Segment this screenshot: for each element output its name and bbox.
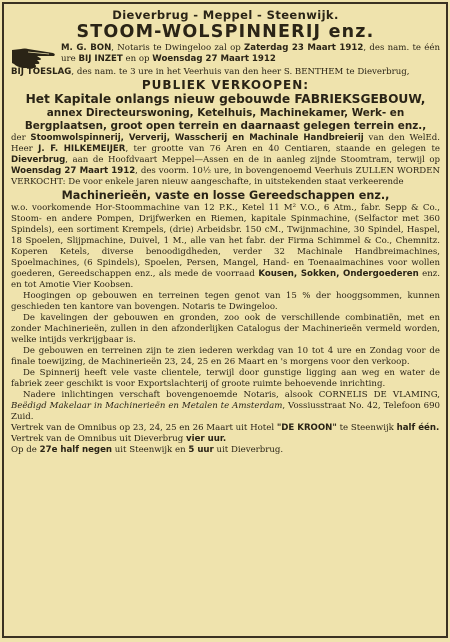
- notary-text: [61, 43, 440, 65]
- info-makelaar: Beëdigd Makelaar in Machinerieën en Metalen te Amsterdam: [11, 401, 283, 411]
- para1-t3: , ter grootte van 76 Aren en 40 Centiaren, staande en gelegen te: [125, 144, 440, 154]
- notary-inzet: BIJ INZET: [78, 54, 123, 64]
- info-t2: , Vossiusstraat No. 42, Telefoon 690 Zuid.: [11, 401, 440, 422]
- omnibus3-b2: 5 uur: [188, 445, 214, 455]
- annex-heading: annex Directeurswoning, Ketelhuis, Machinekamer, Werk- en Bergplaatsen, groot open terrein en daarnaast gelegen terrein enz.,: [24, 107, 427, 132]
- omnibus3-t3: uit Dieverbrug.: [213, 445, 284, 455]
- notary-t2: , des nam. te één ure: [61, 43, 440, 64]
- notary-t4: , des nam. te 3 ure in het Veerhuis van den heer S. BENTHEM te Dieverbrug,: [71, 67, 410, 77]
- notary-date2: Woensdag 27 Maart 1912: [152, 54, 276, 64]
- paragraph-bezichtiging: De gebouwen en terreinen zijn te zien iederen werkdag van 10 tot 4 ure en Zondag voor de finale toewijzing, de Machinerieën 23, 24, 25 en 26 Maart en 's morgens voor den verkoop.: [11, 346, 440, 367]
- para1-t2: van den WelEd. Heer: [11, 133, 440, 154]
- paragraph-factory: [11, 133, 440, 188]
- paragraph-omnibus-steenwijk: [11, 423, 440, 434]
- omnibus1-t2: te Steenwijk: [336, 423, 397, 433]
- notary-t3: en op: [122, 54, 153, 64]
- kapitale-heading: Het Kapitale onlangs nieuw gebouwde FABRIEKSGEBOUW,: [25, 92, 426, 106]
- omnibus1-time: half één.: [396, 423, 440, 433]
- notary-block: [11, 43, 440, 70]
- publiek-verkoopen-heading: PUBLIEK VERKOOPEN:: [141, 78, 310, 92]
- omnibus1-hotel: "DE KROON": [276, 423, 337, 433]
- paragraph-hooging: Hoogingen op gebouwen en terreinen tegen genot van 15 % der hooggsommen, kunnen geschieden ten kantore van bovengen. Notaris te Dwingeloo.: [11, 291, 440, 312]
- advertisement: [2, 2, 448, 638]
- machinery-t2: enz. en tot Amotie Vier Koobsen.: [11, 269, 440, 290]
- machinery-b1: Kousen, Sokken, Ondergoederen: [258, 269, 419, 279]
- places-line: Dieverbrug - Meppel - Steenwijk.: [112, 8, 339, 22]
- notary-continued: [11, 67, 440, 78]
- omnibus2-t1: Vertrek van de Omnibus uit Dieverbrug: [11, 434, 187, 444]
- para1-t1: der: [11, 133, 31, 143]
- notary-date1: Zaterdag 23 Maart 1912: [244, 43, 364, 53]
- omnibus3-b1: 27e half negen: [39, 445, 113, 455]
- omnibus3-t2: uit Steenwijk en: [112, 445, 189, 455]
- para1-b1: Stoomwolspinnerij, Ververij, Wasscherij en Machinale Handbreierij: [30, 133, 364, 143]
- para1-t5: , des voorm. 10½ ure, in bovengenoemd Veerhuis ZULLEN WORDEN VERKOCHT: De voor enkele jaren nieuw aangeschafte, in uitstekenden staat verkeerende: [11, 166, 440, 187]
- machinery-heading: Machinerieën, vaste en losse Gereedschappen enz.,: [61, 189, 390, 202]
- paragraph-omnibus-dieverbrug: [11, 434, 440, 445]
- para1-b4: Woensdag 27 Maart 1912: [11, 166, 136, 176]
- para1-b2: J. F. HILKEMEIJER: [38, 144, 126, 154]
- omnibus1-t1: Vertrek van de Omnibus op 23, 24, 25 en 26 Maart uit Hotel: [11, 423, 277, 433]
- omnibus2-time: vier uur.: [186, 434, 227, 444]
- firm-title: STOOM-WOLSPINNERIJ enz.: [76, 22, 375, 42]
- paragraph-omnibus-27e: [11, 445, 440, 456]
- paragraph-machinery: [11, 203, 440, 291]
- notary-toeslag: BIJ TOESLAG: [11, 67, 72, 77]
- notary-t1: , Notaris te Dwingeloo zal op: [111, 43, 245, 53]
- omnibus3-t1: Op de: [11, 445, 40, 455]
- para1-t4: , aan de Hoofdvaart Meppel—Assen en de in aanleg zijnde Stoomtram, terwijl op: [65, 155, 440, 165]
- paragraph-spinnerij: De Spinnerij heeft vele vaste clientele, terwijl door gunstige ligging aan weg en water de fabriek zeer geschikt is voor Exportslachterij of groote ruimte behoevende inrichting.: [11, 368, 440, 389]
- para1-b3: Dieverbrug: [11, 155, 66, 165]
- machinery-t1: w.o. voorkomende Hor-Stoommachine van 12 P.K., Ketel 11 M² V.O., 6 Atm., fabr. Sepp & Co., Stoom- en andere Pompen, Drijfwerken en Riemen, kapitale Spinmachine, (Selfactor met 360 Spindels), een sortiment Krempels, (drie) Arbeidsbr. 150 cM., Twijnmachine, 30 Spindel, Haspel, 18 Spoelen, Slijpmachine, Duivel, 1 M., alle van het fabr. der Firma Schimmel & Co., Chemnitz. Koperen Ketels, diverse benoodigdheden, verder 32 Machinale Handbreimachines, Spoelmachines, (6 Spindels), Spoelen, Persen, Mangel, Hand- en Toenaaimachines voor wollen goederen, Gereedschappen enz., als mede de voorraad: [11, 203, 440, 279]
- notary-name: M. G. BON: [61, 43, 112, 53]
- info-t1: Nadere inlichtingen verschaft bovengenoemde Notaris, alsook CORNELIS DE VLAMING,: [23, 390, 440, 400]
- paragraph-kavelingen: De kavelingen der gebouwen en gronden, zoo ook de verschillende combinatiën, met en zonder Machinerieën, zullen in den afzonderlijken Catalogus der Machinerieën vermeld worden, welke intijds verkrijgbaar is.: [11, 313, 440, 345]
- paragraph-inlichtingen: [11, 390, 440, 423]
